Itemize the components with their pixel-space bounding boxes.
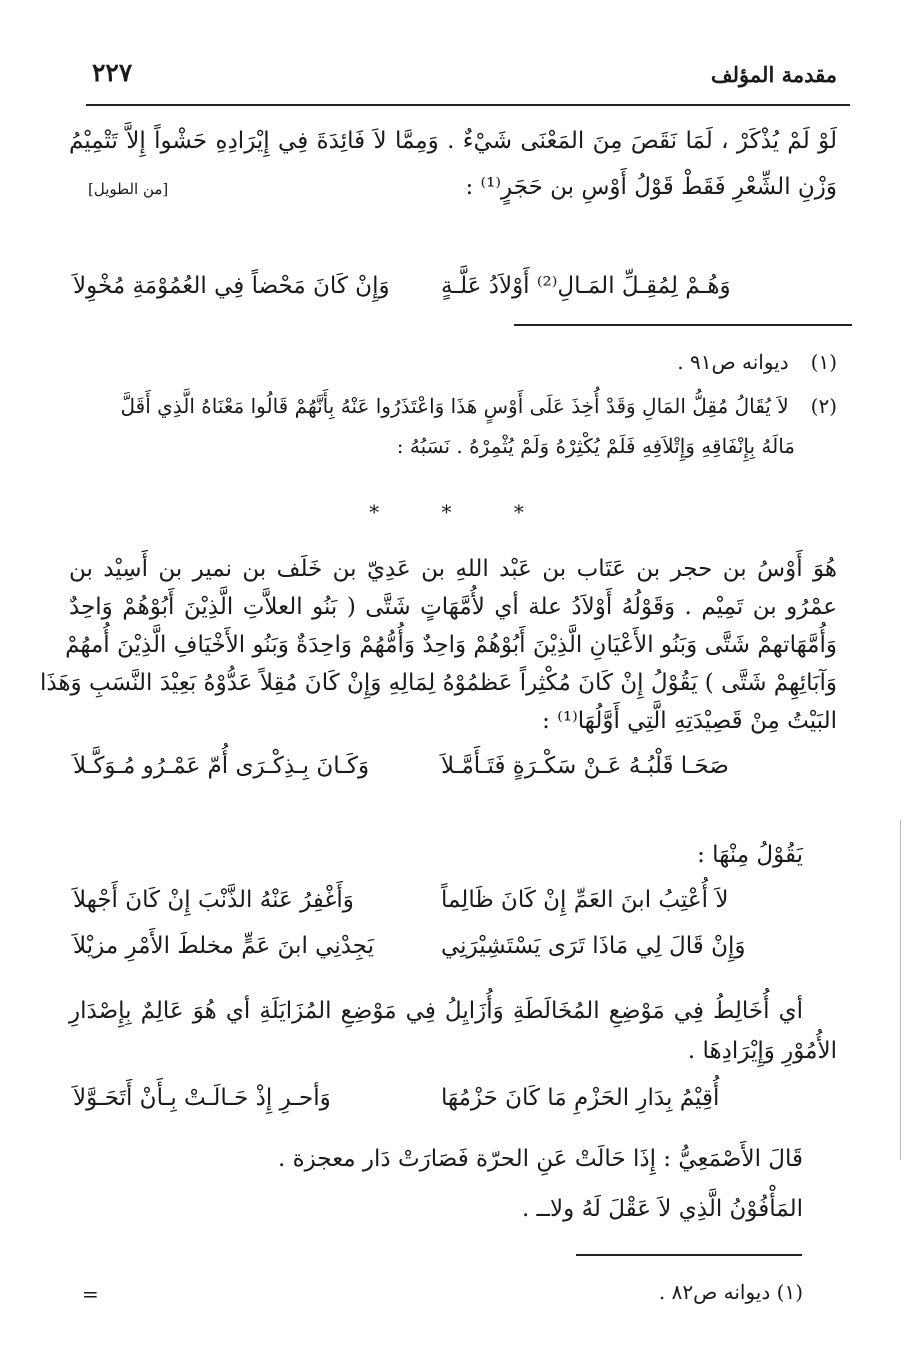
verse-hemistich: صَحَـا قَلْبُـهُ عَـنْ سَكْـرَةٍ فَتَـأَمَّـلاَ — [441, 753, 729, 779]
verse-hemistich: وَأَغْفِرُ عَنْهُ الذَّنْبَ إِنْ كَانَ أَجْهلاَ — [73, 887, 354, 913]
body-line: هُوَ أَوْسُ بن حجر بن عَتَاب بن عَبْد اللهِ بن عَدِيّ بن خَلَف بن نمير بن أَسِيْد بن — [69, 556, 837, 582]
footnote-1 — [69, 346, 837, 378]
page-number: ٢٢٧ — [92, 58, 133, 87]
verse — [73, 746, 771, 786]
verse — [73, 880, 771, 920]
verse-hemistich: يَجِدْنِي ابنَ عَمٍّ مخلطَ الأَمْرِ مزيْلاَ — [73, 933, 375, 959]
verse-hemistich: وَأحـرِ إِذْ حَـالَـتْ بِـأَنْ أَتَحَـوَّلاَ — [73, 1085, 331, 1111]
margin-line — [900, 820, 901, 1160]
margin-mark: = — [82, 1282, 99, 1306]
body-line: وَآبَائِهِمْ شَتَّى ) يَقُوْلُ إِنْ كَانَ مُكْثِراً عَظمُوْهُ لِمَالِهِ وَإِنْ كَانَ مُقِلاً عَدُّوْهُ بَعِيْدَ النَّسَبِ وَهَذَا — [39, 670, 837, 696]
verse-hemistich: وَإِنْ كَانَ مَحْضاً فِي العُمُوْمَةِ مُخْوِلاَ — [73, 273, 390, 299]
intro-line: لَوْ لَمْ يُذْكَرْ ، لَمَا نَقَصَ مِنَ المَعْنَى شَيْءٌ . وَمِمَّا لاَ فَائِدَةَ فِي إِيْرَادِهِ حَشْواً إِلاَّ تَتْمِيْمُ — [69, 128, 837, 154]
verse — [73, 926, 771, 966]
footnote-number: (١) — [810, 350, 837, 374]
verse-main — [73, 266, 771, 306]
footnote-text: لاَ يُقَالُ مُقِلُّ المَالِ وَقَدْ أُخِذَ عَلَى أَوْسٍ هَذَا وَاعْتَذَرُوا عَنْهُ بِأَنَّهُمْ قَالُوا مَعْنَاهُ الَّذِي أَقَلَّ — [120, 394, 789, 418]
intro-line: وَزْنِ الشِّعْرِ فَقَطْ قَوْلُ أَوْسِ بن حَجَرٍ⁽¹⁾ : — [465, 174, 837, 200]
meter-label: [من الطويل] — [88, 180, 169, 198]
footnote-bottom: (١) ديوانه ص٨٢ . — [658, 1280, 803, 1304]
body-line: قَالَ الأَصْمَعِيُّ : إِذَا حَالَتْ عَنِ الحرّة فَصَارَتْ دَار معجزة . — [278, 1146, 803, 1172]
verse — [73, 1078, 771, 1118]
body-line: عمْرُو بن تَمِيْم . وَقَوْلُهُ أَوْلاَدُ علة أي لأُمَّهَاتٍ شَتَّى ( بَنُو العلاَّتِ الَّذِيْنَ أَبُوْهُمْ وَاحِدٌ — [69, 594, 837, 620]
verse-hemistich: أُقِيْمُ بِدَارِ الحَزْمِ مَا كَانَ حَزْمُهَا — [441, 1085, 720, 1111]
verse-hemistich: وَكَـانَ بِـذِكْـرَى أُمّ عَمْـرُو مُـوَكَّـلاَ — [73, 753, 370, 779]
running-title: مقدمة المؤلف — [710, 62, 837, 87]
verse-hemistich: وَإِنْ قَالَ لِي مَاذَا تَرَى يَسْتَشِيْرَنِي — [441, 933, 746, 959]
footnote-text: ديوانه ص٩١ . — [677, 350, 789, 374]
verse-hemistich: لاَ أُعْتِبُ ابنَ العَمِّ إِنْ كَانَ ظَالِماً — [441, 887, 729, 913]
body-line: المَأْفُوْنُ الَّذِي لاَ عَقْلَ لَهُ ولاــ . — [521, 1196, 803, 1222]
footnote-rule — [514, 324, 852, 326]
footnote-2-continued: مَالَهُ بِإِنْفَاقِهِ وَإِتْلاَفِهِ فَلَمْ يُكْثِرْهُ وَلَمْ يُثْمِرْهُ . نَسَبُهُ : — [396, 434, 795, 458]
body-line: أي أُخَالِطُ فِي مَوْضِعِ المُخَالَطَةِ وَأُزَايِلُ فِي مَوْضِعِ المُزَايَلَةِ أي هُوَ عَالِمٌ بِإِصْدَارِ — [69, 998, 803, 1024]
footnote-rule — [576, 1254, 802, 1256]
footnote-2 — [69, 390, 837, 422]
verse-hemistich: وَهُـمْ لِمُقِـلِّ المَـالِ⁽²⁾ أَوْلاَدُ عَلَّـةٍ — [441, 273, 731, 299]
body-line: البَيْتُ مِنْ قَصِيْدَتِهِ الَّتِي أَوَّلُهَا⁽¹⁾ : — [542, 708, 837, 734]
footnote-number: (٢) — [810, 394, 837, 418]
body-line: الأُمُوْرِ وَإِيْرَادِهَا . — [687, 1038, 837, 1064]
header-rule — [86, 104, 850, 106]
body-line: وَأُمَّهَاتهمْ شَتَّى وَبَنُو الأَعْيَانِ الَّذِيْنَ أَبُوْهُمْ وَاحِدٌ وَأُمُّهُمْ وَاحِدَةٌ وَبَنُو الأَخْيَافِ الَّذِيْنَ أُمهُمْ — [65, 632, 837, 658]
body-line: يَقُوْلُ مِنْهَا : — [697, 842, 803, 868]
section-separator: * * * — [369, 500, 552, 524]
